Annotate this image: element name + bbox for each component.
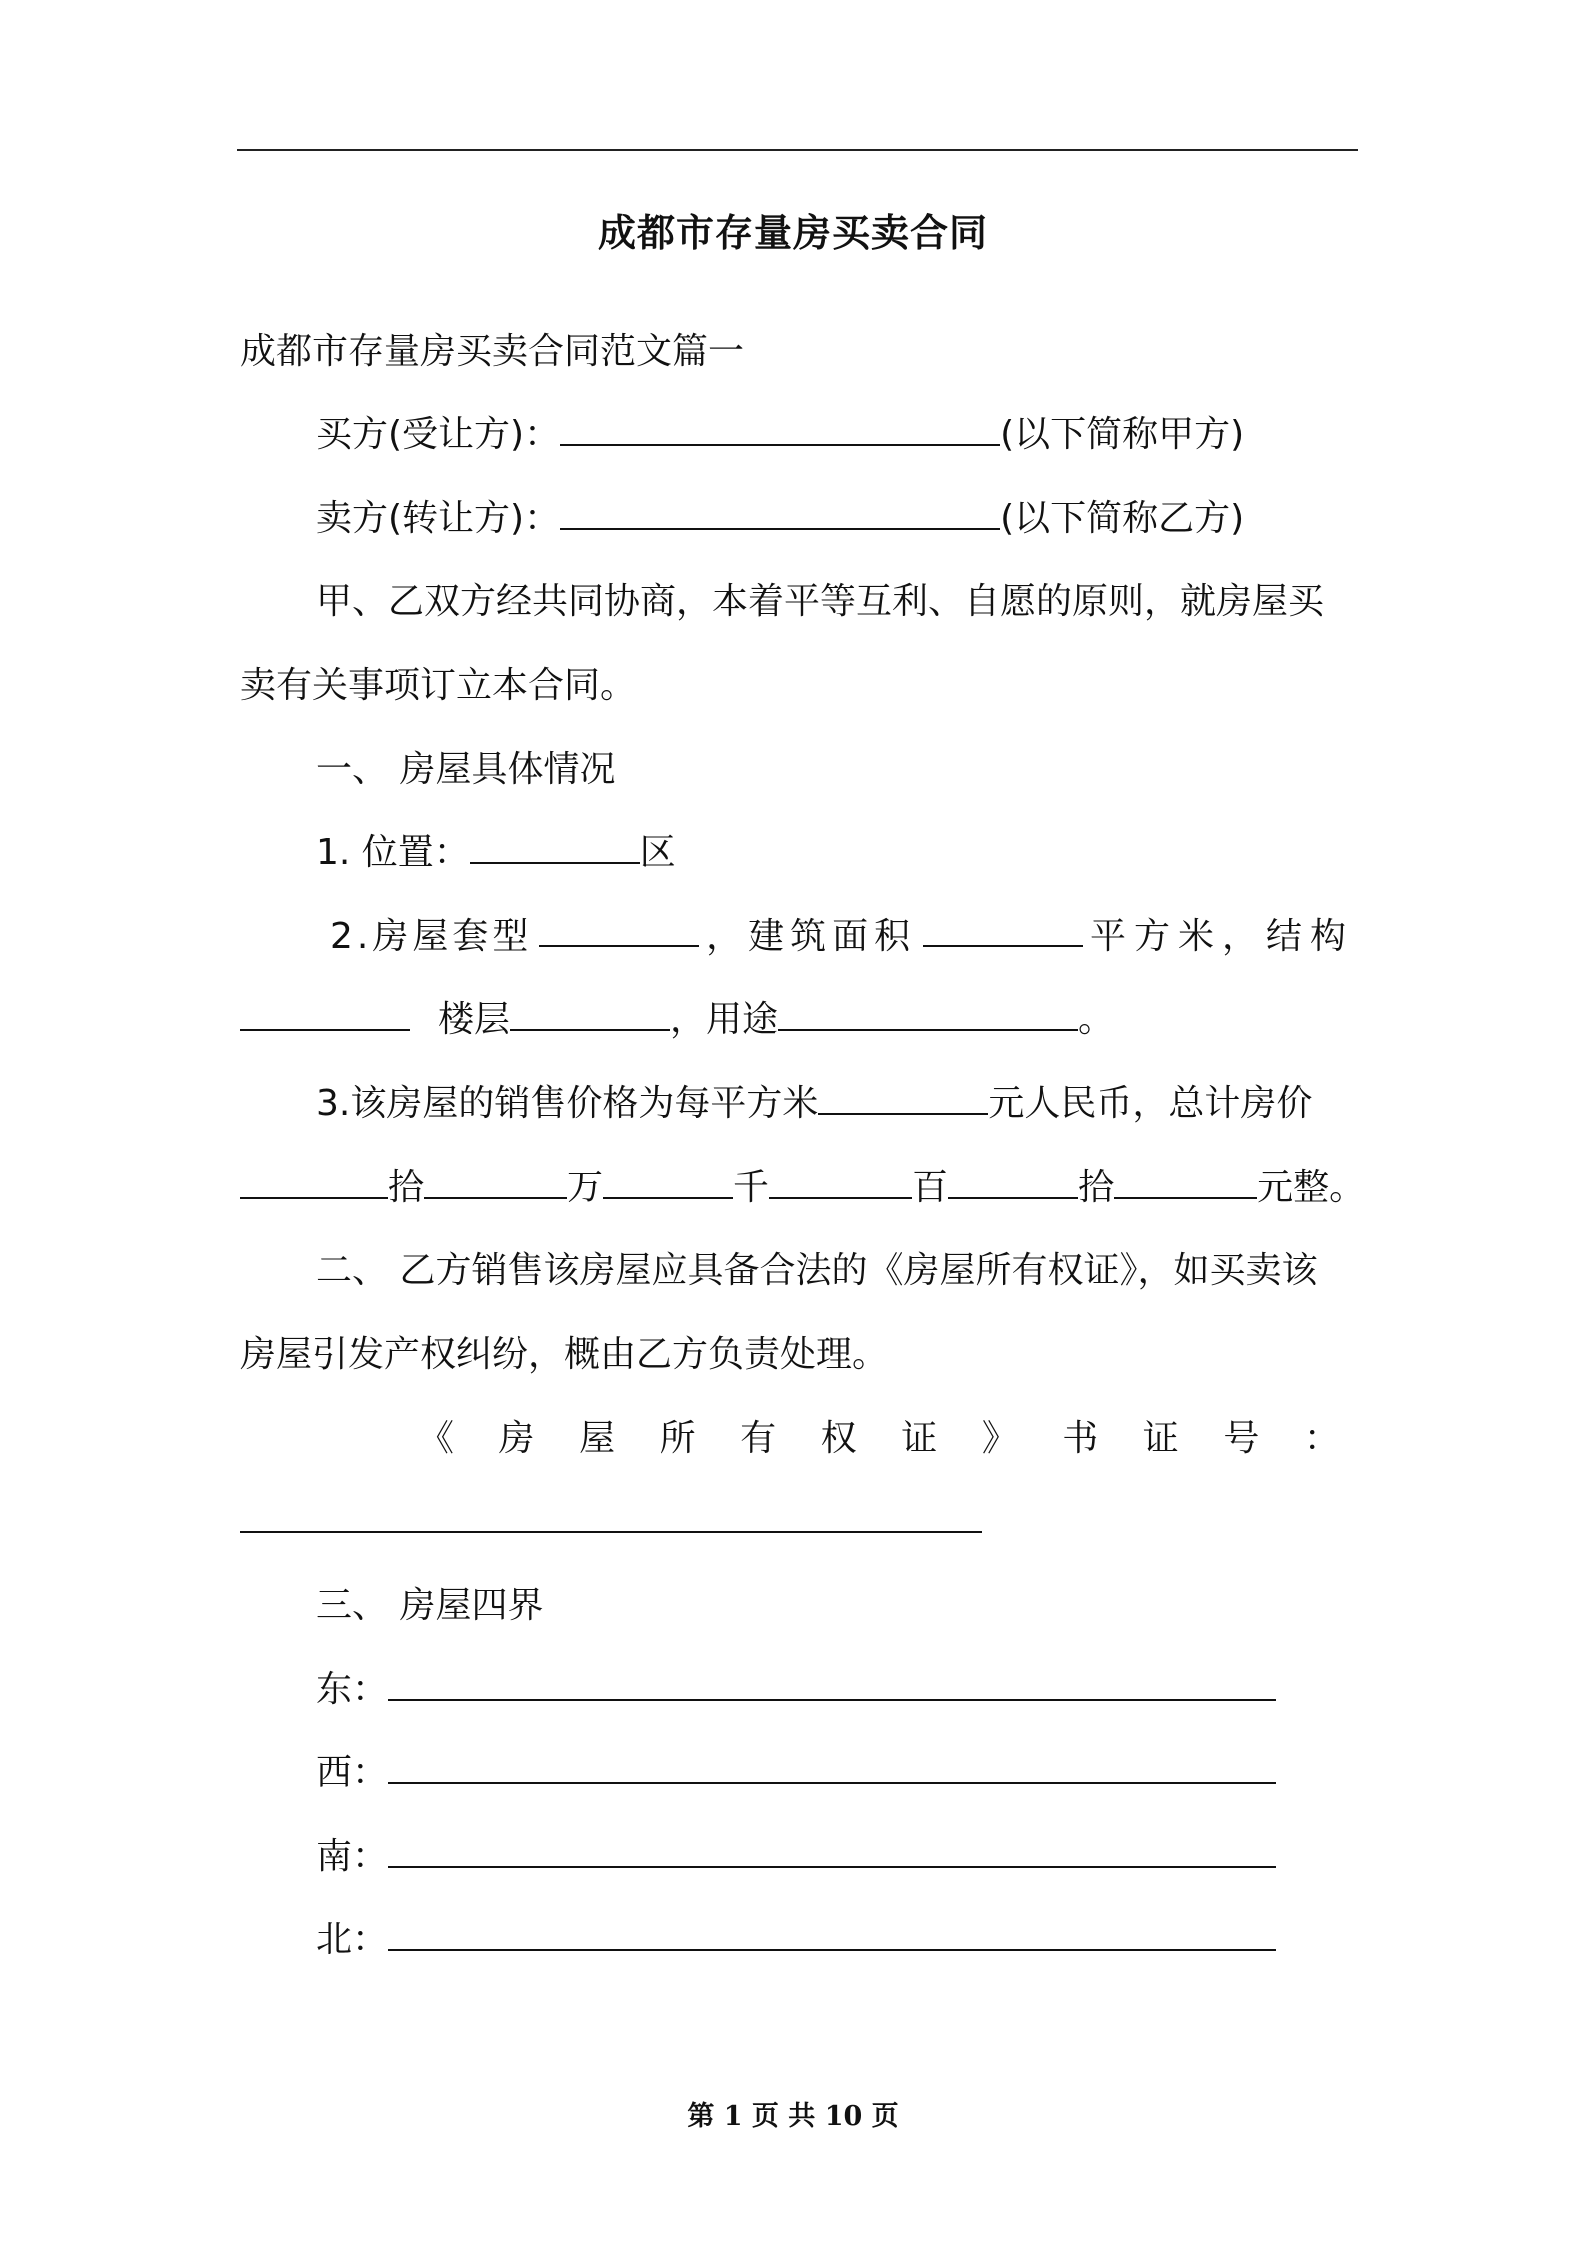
header-rule xyxy=(237,149,1358,151)
buyer-label: 买方(受让方)： xyxy=(316,414,561,455)
qian-blank[interactable] xyxy=(603,1167,733,1199)
certificate-number-blank[interactable] xyxy=(240,1501,982,1533)
intro-line-2: 卖有关事项订立本合同。 xyxy=(240,665,637,706)
price-line xyxy=(316,1082,1312,1126)
section-heading: 成都市存量房买卖合同范文篇一 xyxy=(240,331,745,372)
unit-wan: 万 xyxy=(567,1167,604,1208)
east-blank[interactable] xyxy=(388,1669,1276,1701)
seller-line xyxy=(316,497,1244,541)
price-label: 3.该房屋的销售价格为每平方米 xyxy=(316,1083,819,1124)
intro-line-1: 甲、乙双方经共同协商，本着平等互利、自愿的原则，就房屋买 xyxy=(316,581,1325,622)
house-type-label: 2.房屋套型 xyxy=(330,916,533,957)
area-label: ，建筑面积 xyxy=(706,916,917,957)
use-blank[interactable] xyxy=(778,999,1078,1031)
shi-blank[interactable] xyxy=(948,1167,1078,1199)
unit-shi-2: 拾 xyxy=(1078,1167,1115,1208)
location-label: 1. 位置： xyxy=(316,832,470,873)
south-label: 南： xyxy=(316,1836,389,1877)
north-boundary-line xyxy=(316,1918,1276,1962)
north-label: 北： xyxy=(316,1919,389,1960)
buyer-line xyxy=(316,413,1244,457)
south-boundary-line xyxy=(316,1835,1276,1879)
house-type-blank[interactable] xyxy=(539,915,699,947)
seller-blank[interactable] xyxy=(560,498,1000,530)
unit-price-blank[interactable] xyxy=(818,1083,988,1115)
location-suffix: 区 xyxy=(639,832,676,873)
cert-char: ： xyxy=(1303,1418,1340,1459)
floor-line xyxy=(240,998,1114,1042)
total-price-line xyxy=(240,1166,1365,1210)
yuan-blank[interactable] xyxy=(1114,1167,1257,1199)
house-type-line xyxy=(330,915,1354,959)
cert-char: 》 xyxy=(981,1418,1018,1459)
certificate-number-label xyxy=(418,1417,1340,1461)
cert-char: 证 xyxy=(901,1418,938,1459)
unit-bai: 百 xyxy=(912,1167,949,1208)
south-blank[interactable] xyxy=(388,1836,1276,1868)
section2-line-2: 房屋引发产权纠纷，概由乙方负责处理。 xyxy=(240,1334,889,1375)
price-suffix: 元人民币，总计房价 xyxy=(988,1083,1313,1124)
east-label: 东： xyxy=(316,1669,389,1710)
location-blank[interactable] xyxy=(470,832,640,864)
cert-char: 证 xyxy=(1142,1418,1179,1459)
floor-label: 楼层 xyxy=(438,999,511,1040)
west-blank[interactable] xyxy=(388,1752,1276,1784)
cert-char: 有 xyxy=(740,1418,777,1459)
buyer-suffix: (以下简称甲方) xyxy=(1000,414,1245,455)
document-title: 成都市存量房买卖合同 xyxy=(597,211,988,255)
certificate-number-line xyxy=(240,1500,982,1544)
seller-suffix: (以下简称乙方) xyxy=(1000,498,1245,539)
north-blank[interactable] xyxy=(388,1919,1276,1951)
cert-char: 书 xyxy=(1062,1418,1099,1459)
east-boundary-line xyxy=(316,1668,1276,1712)
wan-blank[interactable] xyxy=(424,1167,567,1199)
section1-heading: 一、 房屋具体情况 xyxy=(316,749,616,790)
unit-shi-1: 拾 xyxy=(388,1167,425,1208)
use-end: 。 xyxy=(1078,999,1115,1040)
cert-char: 权 xyxy=(820,1418,857,1459)
page-footer: 第 1 页 共 10 页 xyxy=(687,2101,899,2132)
unit-qian: 千 xyxy=(733,1167,770,1208)
west-label: 西： xyxy=(316,1752,389,1793)
area-blank[interactable] xyxy=(923,915,1083,947)
section3-heading: 三、 房屋四界 xyxy=(316,1585,544,1626)
location-line xyxy=(316,831,676,875)
cert-char: 《 xyxy=(418,1418,455,1459)
cert-char: 号 xyxy=(1223,1418,1260,1459)
floor-blank[interactable] xyxy=(510,999,670,1031)
use-label: ，用途 xyxy=(670,999,779,1040)
west-boundary-line xyxy=(316,1751,1276,1795)
buyer-blank[interactable] xyxy=(560,414,1000,446)
structure-blank[interactable] xyxy=(240,999,410,1031)
structure-label: 平方米，结构 xyxy=(1089,916,1354,957)
section2-line-1: 二、 乙方销售该房屋应具备合法的《房屋所有权证》，如买卖该 xyxy=(316,1250,1318,1291)
ten-thousands-tens-blank[interactable] xyxy=(240,1167,388,1199)
cert-char: 所 xyxy=(659,1418,696,1459)
unit-yuan: 元整。 xyxy=(1257,1167,1366,1208)
seller-label: 卖方(转让方)： xyxy=(316,498,561,539)
cert-char: 屋 xyxy=(579,1418,616,1459)
cert-char: 房 xyxy=(498,1418,535,1459)
bai-blank[interactable] xyxy=(769,1167,912,1199)
